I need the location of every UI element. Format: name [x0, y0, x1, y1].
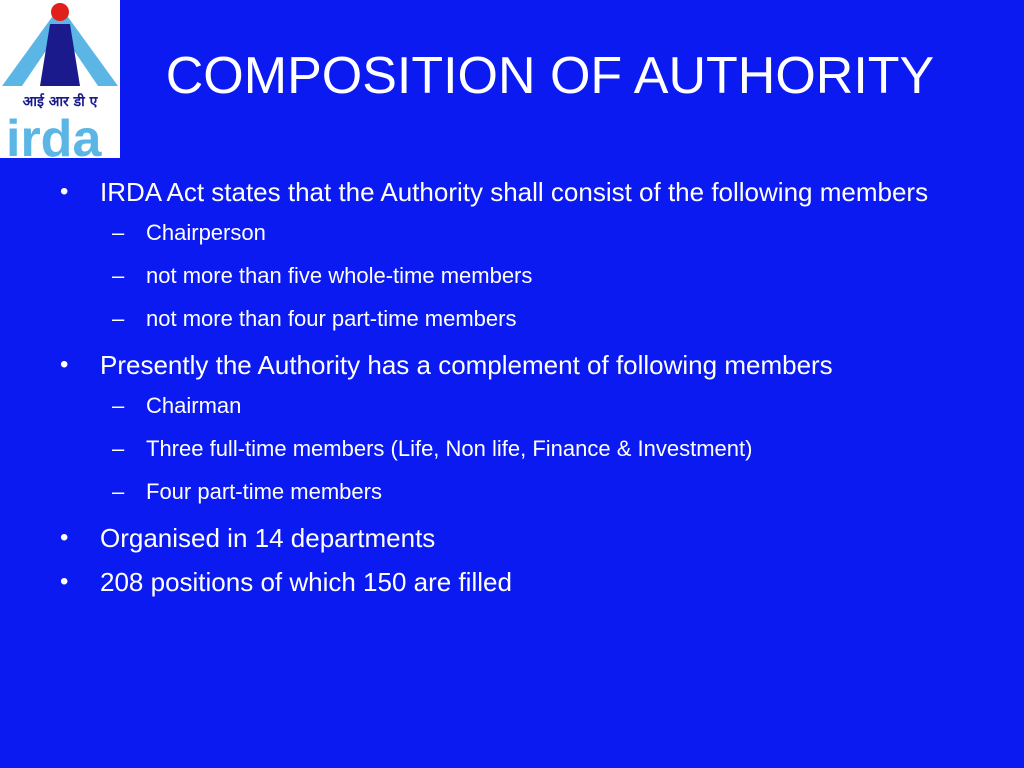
sub-item — [60, 216, 960, 250]
dash-icon: – — [112, 479, 125, 504]
bullet-item — [60, 562, 960, 602]
logo-latin-text: irda — [6, 110, 102, 158]
bullet-text: Presently the Authority has a complement of following members — [100, 350, 833, 380]
sub-text: not more than four part-time members — [146, 306, 517, 331]
sub-item — [60, 302, 960, 336]
bullet-item — [60, 172, 960, 212]
bullet-text: IRDA Act states that the Authority shall consist of the following members — [100, 177, 929, 207]
sub-item — [60, 475, 960, 509]
irda-logo-graphic — [0, 0, 120, 158]
slide-title: COMPOSITION OF AUTHORITY — [165, 47, 935, 105]
bullet-text: Organised in 14 departments — [100, 523, 436, 553]
bullet-text: 208 positions of which 150 are filled — [100, 567, 512, 597]
irda-logo — [0, 0, 120, 158]
bullet-icon: • — [60, 351, 69, 378]
bullet-icon: • — [60, 178, 69, 205]
dash-icon: – — [112, 306, 125, 331]
sub-text: Chairperson — [146, 220, 266, 245]
dash-icon: – — [112, 436, 125, 461]
dash-icon: – — [112, 393, 125, 418]
sub-item — [60, 259, 960, 293]
sub-text: Three full-time members (Life, Non life, Finance & Investment) — [146, 436, 753, 461]
slide-body — [60, 172, 960, 606]
sub-text: Four part-time members — [146, 479, 382, 504]
bullet-item — [60, 345, 960, 385]
sub-text: Chairman — [146, 393, 242, 418]
sub-item — [60, 389, 960, 423]
dash-icon: – — [112, 263, 125, 288]
dash-icon: – — [112, 220, 125, 245]
bullet-icon: • — [60, 568, 69, 595]
sub-item — [60, 432, 960, 466]
logo-devanagari-text: आई आर डी ए — [22, 94, 98, 110]
sub-text: not more than five whole-time members — [146, 263, 533, 288]
bullet-icon: • — [60, 524, 69, 551]
bullet-item — [60, 518, 960, 558]
